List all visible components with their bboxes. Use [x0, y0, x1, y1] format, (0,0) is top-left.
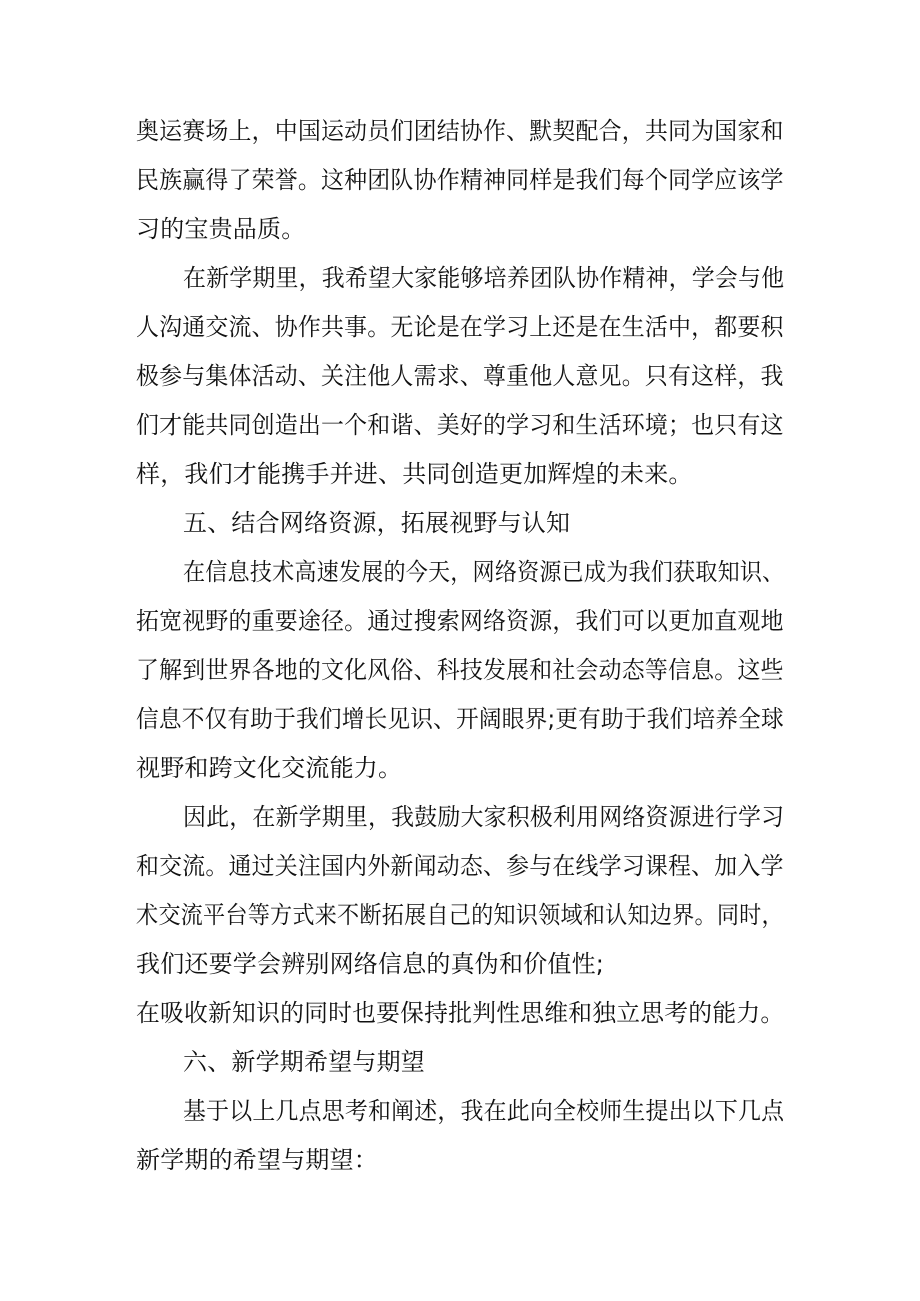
paragraph-line: 在新学期里，我希望大家能够培养团队协作精神，学会与他 — [183, 264, 785, 292]
paragraph-line: 新学期的希望与期望： — [136, 1146, 378, 1174]
paragraph-line: 和交流。通过关注国内外新闻动态、参与在线学习课程、加入学 — [136, 852, 784, 880]
paragraph-line: 术交流平台等方式来不断拓展自己的知识领域和认知边界。同时， — [136, 901, 784, 929]
paragraph-line: 信息不仅有助于我们增长见识、开阔眼界;更有助于我们培养全球 — [136, 705, 784, 733]
paragraph-line: 人沟通交流、协作共事。无论是在学习上还是在生活中，都要积 — [136, 313, 784, 341]
paragraph-line: 习的宝贵品质。 — [136, 215, 306, 243]
paragraph-line: 在吸收新知识的同时也要保持批判性思维和独立思考的能力。 — [136, 999, 785, 1027]
paragraph-line: 在信息技术高速发展的今天，网络资源已成为我们获取知识、 — [183, 558, 785, 586]
paragraph-line: 样，我们才能携手并进、共同创造更加辉煌的未来。 — [136, 460, 693, 488]
paragraph-line: 因此，在新学期里，我鼓励大家积极利用网络资源进行学习 — [183, 803, 785, 831]
section-heading: 六、新学期希望与期望 — [183, 1048, 425, 1076]
paragraph-line: 基于以上几点思考和阐述，我在此向全校师生提出以下几点 — [183, 1097, 785, 1125]
paragraph-line: 视野和跨文化交流能力。 — [136, 754, 403, 782]
paragraph-line: 了解到世界各地的文化风俗、科技发展和社会动态等信息。这些 — [136, 656, 784, 684]
paragraph-line: 奥运赛场上，中国运动员们团结协作、默契配合，共同为国家和 — [136, 117, 784, 145]
paragraph-line: 极参与集体活动、关注他人需求、尊重他人意见。只有这样，我 — [136, 362, 784, 390]
paragraph-line: 们才能共同创造出一个和谐、美好的学习和生活环境；也只有这 — [136, 411, 784, 439]
paragraph-line: 拓宽视野的重要途径。通过搜索网络资源，我们可以更加直观地 — [136, 607, 784, 635]
paragraph-line: 我们还要学会辨别网络信息的真伪和价值性; — [136, 950, 605, 978]
section-heading: 五、结合网络资源，拓展视野与认知 — [183, 509, 571, 537]
paragraph-line: 民族赢得了荣誉。这种团队协作精神同样是我们每个同学应该学 — [136, 166, 784, 194]
